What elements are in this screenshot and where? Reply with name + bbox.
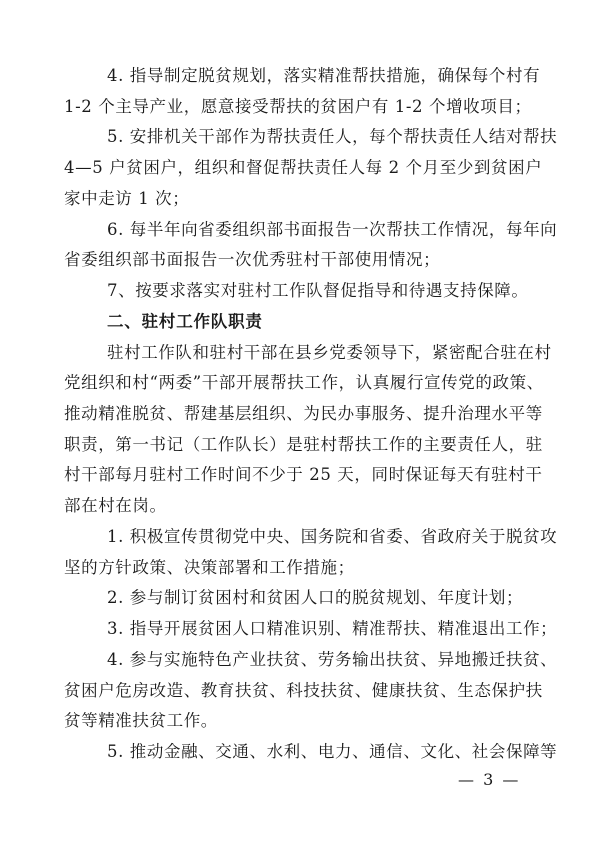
text-line: 3. 指导开展贫困人口精准识别、精准帮扶、精准退出工作； xyxy=(107,619,558,638)
text-line: 4—5 户贫困户，组织和督促帮扶责任人每 2 个月至少到贫困户 xyxy=(64,158,543,177)
text-line: 7、按要求落实对驻村工作队督促指导和待遇支持保障。 xyxy=(107,281,529,300)
text-line: 4. 指导制定脱贫规划，落实精准帮扶措施，确保每个村有 xyxy=(107,66,541,85)
text-line: 1-2 个主导产业，愿意接受帮扶的贫困户有 1-2 个增收项目； xyxy=(64,97,532,116)
text-line: 职责，第一书记（工作队长）是驻村帮扶工作的主要责任人，驻 xyxy=(64,435,543,454)
text-line: 党组织和村“两委”干部开展帮扶工作，认真履行宣传党的政策、 xyxy=(64,373,544,392)
section-heading: 二、驻村工作队职责 xyxy=(107,312,263,331)
text-line: 村干部每月驻村工作时间不少于 25 天，同时保证每天有驻村干 xyxy=(64,465,543,484)
text-line: 4. 参与实施特色产业扶贫、劳务输出扶贫、异地搬迁扶贫、 xyxy=(107,650,558,669)
text-line: 5. 安排机关干部作为帮扶责任人，每个帮扶责任人结对帮扶 xyxy=(107,127,558,146)
text-line: 2. 参与制订贫困村和贫困人口的脱贫规划、年度计划； xyxy=(107,588,524,607)
text-line: 省委组织部书面报告一次优秀驻村干部使用情况； xyxy=(64,250,441,269)
text-line: 推动精准脱贫、帮建基层组织、为民办事服务、提升治理水平等 xyxy=(64,404,543,423)
page-number: — 3 — xyxy=(458,770,521,789)
text-line: 部在村在岗。 xyxy=(64,496,167,515)
text-line: 家中走访 1 次； xyxy=(64,189,190,208)
text-line: 贫困户危房改造、教育扶贫、科技扶贫、健康扶贫、生态保护扶 xyxy=(64,681,543,700)
text-line: 驻村工作队和驻村干部在县乡党委领导下，紧密配合驻在村 xyxy=(107,343,552,362)
text-line: 贫等精准扶贫工作。 xyxy=(64,711,218,730)
text-line: 1. 积极宣传贯彻党中央、国务院和省委、省政府关于脱贫攻 xyxy=(107,527,558,546)
text-line: 坚的方针政策、决策部署和工作措施； xyxy=(64,558,355,577)
text-line: 5. 推动金融、交通、水利、电力、通信、文化、社会保障等 xyxy=(107,742,558,761)
text-line: 6. 每半年向省委组织部书面报告一次帮扶工作情况，每年向 xyxy=(107,220,558,239)
